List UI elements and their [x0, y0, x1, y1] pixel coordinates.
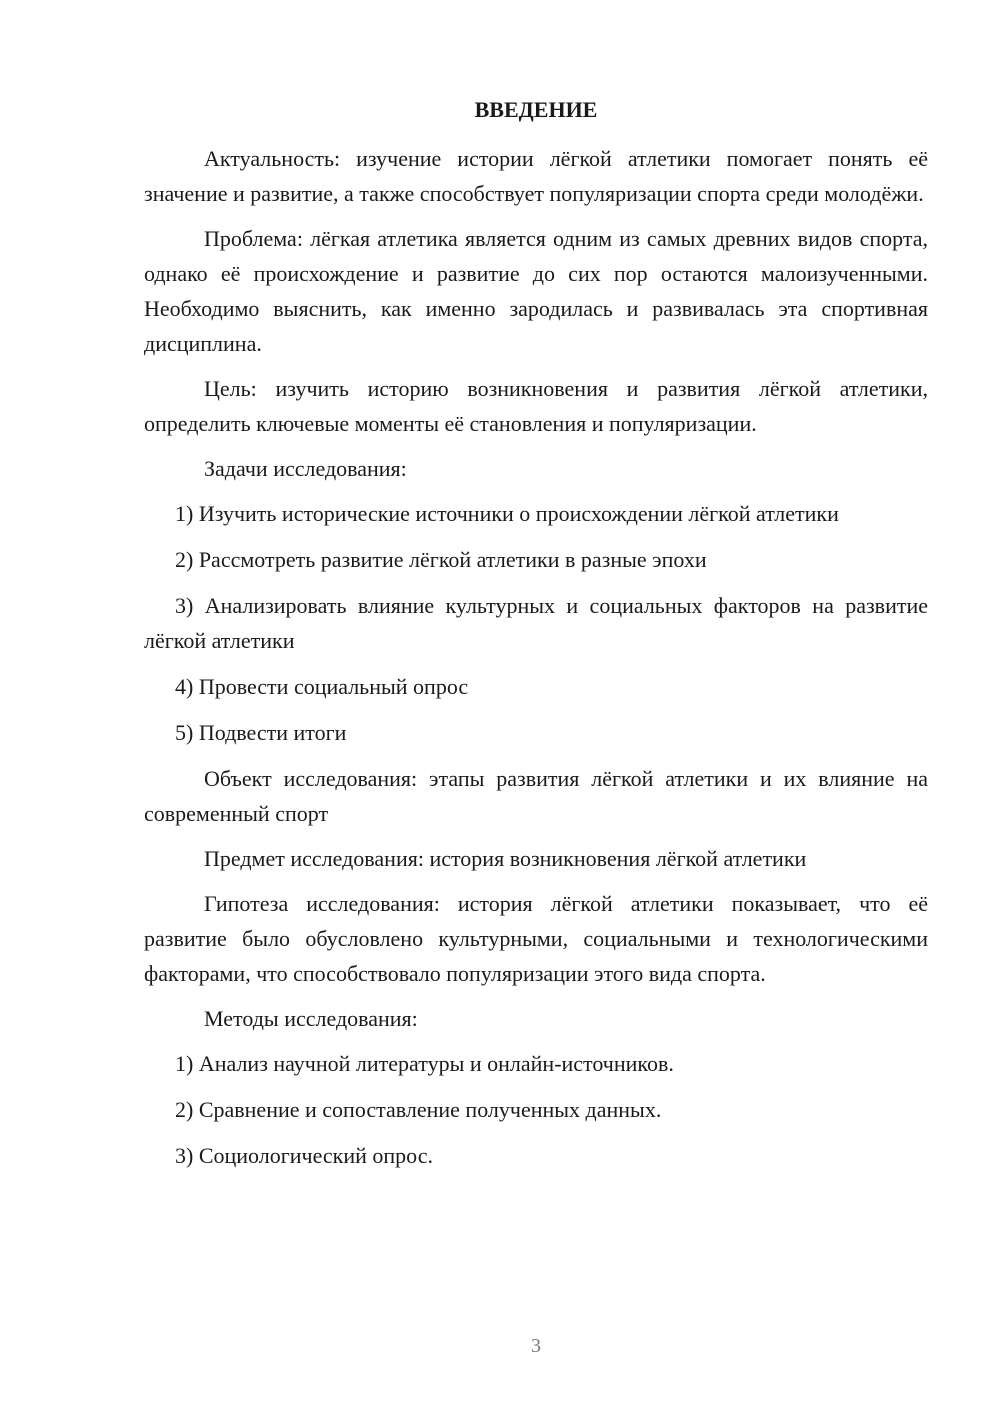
list-item: 5) Подвести итоги	[175, 720, 347, 745]
section-heading: ВВЕДЕНИЕ	[474, 97, 598, 122]
object-paragraph: Объект исследования: этапы развития лёгкой атлетики и их влияние на современный спорт	[144, 766, 928, 826]
hypothesis-paragraph: Гипотеза исследования: история лёгкой атлетики показывает, что её развитие было обусловлено культурными, социальными и технологическими факторами, что способствовало популяризации этого вида спорта.	[144, 891, 928, 986]
list-item: 3) Анализировать влияние культурных и социальных факторов на развитие лёгкой атлетики	[144, 593, 928, 653]
methods-title: Методы исследования:	[204, 1006, 418, 1031]
subject-paragraph: Предмет исследования: история возникновения лёгкой атлетики	[204, 846, 807, 871]
list-item: 2) Рассмотреть развитие лёгкой атлетики в разные эпохи	[175, 547, 707, 572]
list-item: 3) Социологический опрос.	[175, 1143, 433, 1168]
relevance-paragraph: Актуальность: изучение истории лёгкой атлетики помогает понять её значение и развитие, а также способствует популяризации спорта среди молодёжи.	[144, 146, 928, 206]
list-item: 1) Изучить исторические источники о происхождении лёгкой атлетики	[175, 501, 839, 526]
list-item: 4) Провести социальный опрос	[175, 674, 469, 699]
page-number: 3	[531, 1335, 541, 1357]
problem-paragraph: Проблема: лёгкая атлетика является одним из самых древних видов спорта, однако её происхождение и развитие до сих пор остаются малоизученными. Необходимо выяснить, как именно зародилась и развивалась эта спортивная дисциплина.	[144, 226, 928, 356]
list-item: 1) Анализ научной литературы и онлайн-источников.	[175, 1051, 674, 1076]
goal-paragraph: Цель: изучить историю возникновения и развития лёгкой атлетики, определить ключевые моменты её становления и популяризации.	[144, 376, 928, 436]
document-page	[144, 95, 928, 1184]
tasks-list	[144, 496, 928, 750]
tasks-title: Задачи исследования:	[204, 456, 407, 481]
methods-list	[144, 1046, 928, 1173]
list-item: 2) Сравнение и сопоставление полученных данных.	[175, 1097, 662, 1122]
